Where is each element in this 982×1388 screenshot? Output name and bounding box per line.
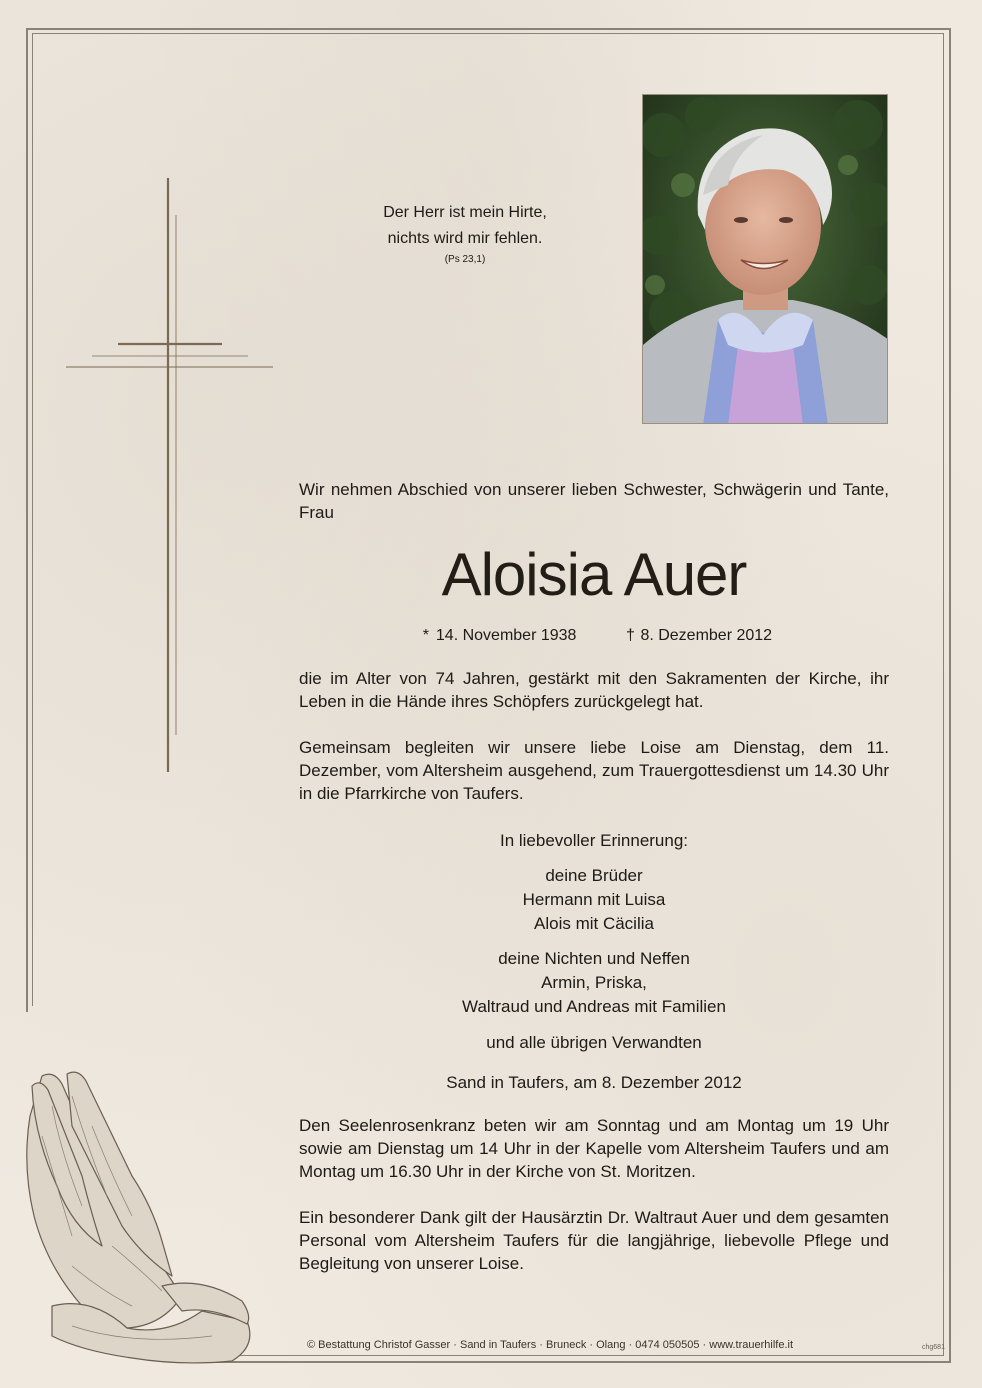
frame-border-top xyxy=(26,28,950,30)
paragraph-thanks: Ein besonderer Dank gilt der Hausärztin Dr. Waltraut Auer und dem gesamten Personal vom Altersheim Taufers für die langjährige, liebevolle Pflege und Begleitung von unserer Loise. xyxy=(299,1208,889,1273)
frame-border-left xyxy=(26,28,28,1012)
quote-line-1: Der Herr ist mein Hirte, xyxy=(383,204,547,221)
praying-hands-icon xyxy=(12,1066,257,1366)
mourner-line: Armin, Priska, xyxy=(541,973,647,992)
mourner-line: deine Brüder xyxy=(545,866,643,885)
mourner-line: Waltraud und Andreas mit Familien xyxy=(462,997,726,1016)
paragraph-funeral: Gemeinsam begleiten wir unsere liebe Loise am Dienstag, dem 11. Dezember, vom Altersheim ausgehend, zum Trauergottesdienst um 14.30 Uhr in die Pfarrkirche von Taufers. xyxy=(299,738,889,803)
frame-border-bottom-inner xyxy=(212,1355,944,1356)
death-date: 8. Dezember 2012 xyxy=(640,627,773,644)
place-date: Sand in Taufers, am 8. Dezember 2012 xyxy=(446,1073,742,1092)
mourner-line: deine Nichten und Neffen xyxy=(498,949,690,968)
document-code: chg681 xyxy=(922,1344,945,1351)
frame-border-right-inner xyxy=(943,33,944,1356)
mourner-line: Alois mit Cäcilia xyxy=(534,914,654,933)
paragraph-rosary: Den Seelenrosenkranz beten wir am Sonntag und am Montag um 19 Uhr sowie am Dienstag um 14 Uhr in der Kapelle vom Altersheim Taufers und am Montag um 16.30 Uhr in der Kirche von St. Moritzen. xyxy=(299,1116,889,1181)
frame-border-top-inner xyxy=(32,33,944,34)
intro-text: Wir nehmen Abschied von unserer lieben Schwester, Schwägerin und Tante, Frau xyxy=(299,480,889,522)
bible-quote xyxy=(340,200,590,268)
death-symbol: † xyxy=(625,627,635,644)
mourners-group-3: und alle übrigen Verwandten xyxy=(486,1033,702,1052)
mourner-line: Hermann mit Luisa xyxy=(522,890,666,909)
footer-credit: © Bestattung Christof Gasser · Sand in Taufers · Bruneck · Olang · 0474 050505 · www.trauerhilfe.it xyxy=(306,1339,794,1351)
mourners-group-2 xyxy=(299,947,889,1019)
birth-symbol: * xyxy=(422,627,430,644)
quote-reference: (Ps 23,1) xyxy=(444,254,486,265)
frame-border-bottom xyxy=(206,1361,951,1363)
frame-border-left-inner xyxy=(32,33,33,1006)
memory-heading: In liebevoller Erinnerung: xyxy=(499,831,689,850)
life-dates xyxy=(299,624,889,648)
mourners-group-1 xyxy=(299,864,889,936)
quote-line-2: nichts wird mir fehlen. xyxy=(387,230,543,247)
paragraph-passing: die im Alter von 74 Jahren, gestärkt mit den Sakramenten der Kirche, ihr Leben in die Hände ihres Schöpfers zurückgelegt hat. xyxy=(299,669,889,711)
frame-border-right xyxy=(949,28,951,1362)
cross-icon xyxy=(60,175,280,775)
birth-date: 14. November 1938 xyxy=(435,627,577,644)
deceased-name: Aloisia Auer xyxy=(441,541,747,608)
portrait-photo xyxy=(642,94,888,424)
